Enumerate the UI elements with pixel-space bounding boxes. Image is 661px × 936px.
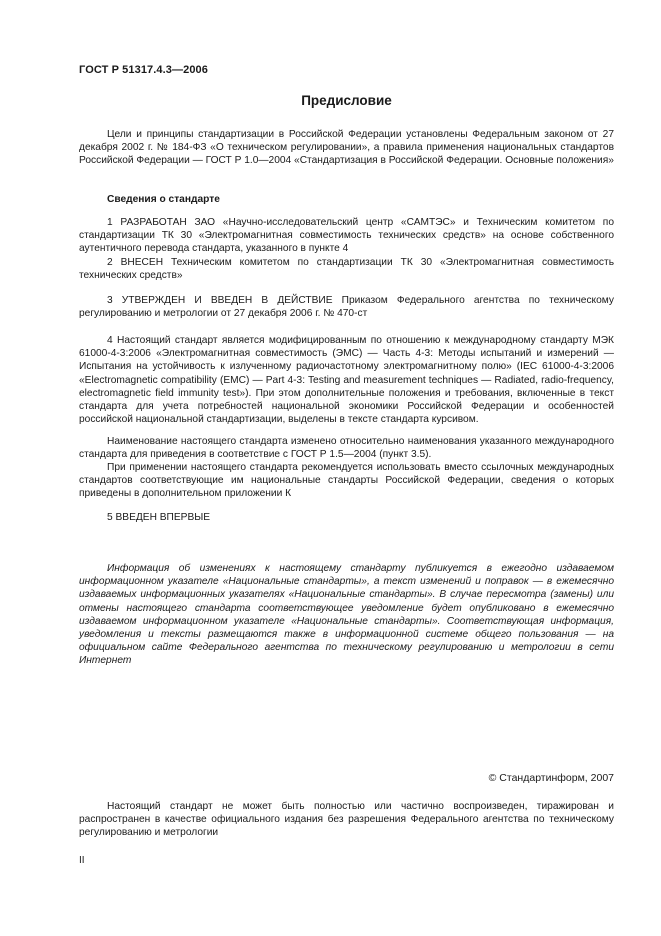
reproduction-notice: Настоящий стандарт не может быть полностью или частично воспроизведен, тиражирован и распространен в качестве официального издания без разрешения Федерального агентства по техническому регулированию и метрологии bbox=[79, 801, 614, 839]
item-4-name-change: Наименование настоящего стандарта изменено относительно наименования указанного международного стандарта для приведения в соответствие с ГОСТ Р 1.5—2004 (пункт 3.5). bbox=[79, 436, 614, 461]
item-5-introduced: 5 ВВЕДЕН ВПЕРВЫЕ bbox=[107, 512, 211, 523]
item-4-references: При применении настоящего стандарта рекомендуется использовать вместо ссылочных международных стандартов соответствующие им национальные стандарты Российской Федерации, сведения о которых приведены в дополнительном приложении К bbox=[79, 462, 614, 500]
changes-notice-paragraph: Информация об изменениях к настоящему стандарту публикуется в ежегодно издаваемом информационном указателе «Национальные стандарты», а текст изменений и поправок — в ежемесячно издаваемых информационных указателях «Национальные стандарты». В случае пересмотра (замены) или отмены настоящего стандарта соответствующее уведомление будет опубликовано в ежемесячно издаваемом информационном указателе «Национальные стандарты». Соответствующая информация, уведомления и тексты размещаются также в информационной системе общего пользования — на официальном сайте Федерального агентства по техническому регулированию и метрологии в сети Интернет bbox=[79, 563, 614, 667]
item-1-developed: 1 РАЗРАБОТАН ЗАО «Научно-исследовательский центр «САМТЭС» и Техническим комитетом по стандартизации ТК 30 «Электромагнитная совместимость технических средств» на основе собственного аутентичного перевода стандарта, указанного в пункте 4 bbox=[79, 217, 614, 255]
page-number: II bbox=[79, 855, 85, 866]
copyright-line: © Стандартинформ, 2007 bbox=[488, 772, 614, 784]
document-code-header: ГОСТ Р 51317.4.3—2006 bbox=[79, 64, 208, 76]
standard-info-heading: Сведения о стандарте bbox=[107, 194, 220, 205]
item-4-modified: 4 Настоящий стандарт является модифицированным по отношению к международному стандарту МЭК 61000-4-3:2006 «Электромагнитная совместимость (ЭМС) — Часть 4-3: Методы испытаний и измерений — Испытания на устойчивость к излученному радиочастотному электромагнитному полю» (IEC 61000-4-3:2006 «Electromagnetic compatibility (EMC) — Part 4-3: Testing and measurement techniques — Radiated, radio-frequency, electromagnetic field immunity test»). При этом дополнительные положения и требования, включенные в текст стандарта для учета потребностей национальной экономики Российской Федерации и особенностей российской национальной стандартизации, выделены в тексте стандарта курсивом. bbox=[79, 335, 614, 426]
foreword-title: Предисловие bbox=[301, 93, 392, 108]
item-3-approved: 3 УТВЕРЖДЕН И ВВЕДЕН В ДЕЙСТВИЕ Приказом Федерального агентства по техническому регулированию и метрологии от 27 декабря 2006 г. № 470-ст bbox=[79, 295, 614, 320]
item-2-submitted: 2 ВНЕСЕН Техническим комитетом по стандартизации ТК 30 «Электромагнитная совместимость технических средств» bbox=[79, 257, 614, 282]
intro-paragraph: Цели и принципы стандартизации в Российской Федерации установлены Федеральным законом от 27 декабря 2002 г. № 184-ФЗ «О техническом регулировании», а правила применения национальных стандартов Российской Федерации — ГОСТ Р 1.0—2004 «Стандартизация в Российской Федерации. Основные положения» bbox=[79, 129, 614, 167]
